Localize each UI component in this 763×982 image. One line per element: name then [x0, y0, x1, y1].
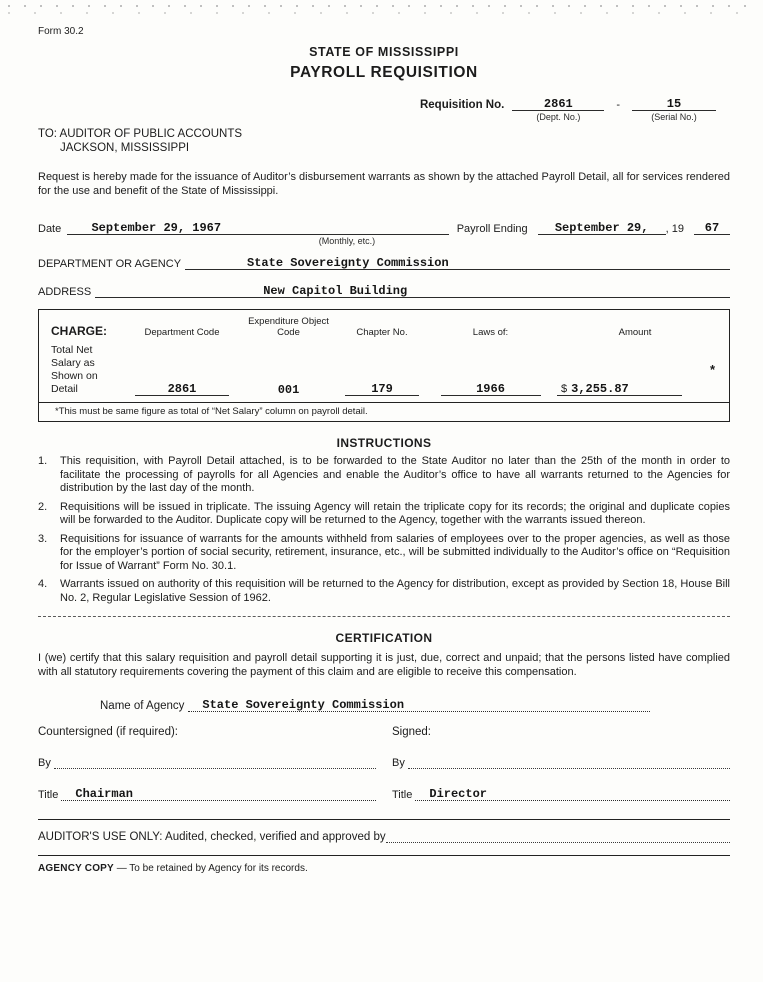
- instruction-item: [38, 455, 730, 496]
- date-blank-line: [245, 221, 448, 246]
- signed-by-blank: [408, 755, 730, 769]
- charge-values-row: [51, 340, 717, 396]
- date-field: [67, 220, 245, 235]
- countersigned-by-line: [38, 755, 376, 769]
- instruction-number: 4.: [38, 578, 48, 590]
- addressee-line1: TO: AUDITOR OF PUBLIC ACCOUNTS: [38, 128, 243, 140]
- laws-of-value: 1966: [476, 382, 505, 396]
- signed-column: [392, 726, 730, 801]
- chapter-no-value: 179: [371, 382, 393, 396]
- year-prefix: , 19: [665, 223, 684, 235]
- serial-no-caption: (Serial No.): [651, 112, 697, 122]
- signed-by-line: [392, 755, 730, 769]
- instruction-text: Warrants issued on authority of this requisition will be returned to the Agency for distribution, except as provided by Section 18, House Bill No. 2, Regular Legislative Session of 1962.: [60, 578, 730, 604]
- instruction-item: [38, 501, 730, 528]
- department-code-value: 2861: [167, 382, 197, 396]
- auditor-approved-by-blank: [386, 829, 730, 843]
- request-paragraph: Request is hereby made for the issuance of Auditor’s disbursement warrants as shown by the attached Payroll Detail, all for services rendered for the use and benefit of the State of Mississippi.: [38, 171, 730, 197]
- form-title: PAYROLL REQUISITION: [290, 64, 478, 81]
- department-code-field: [135, 381, 229, 396]
- name-of-agency-field: [188, 697, 650, 712]
- col-header-expenditure-object-code: Expenditure Object Code: [248, 316, 329, 338]
- agency-copy-line: [38, 863, 730, 874]
- requisition-dash: -: [616, 99, 620, 111]
- by-label: By: [38, 757, 51, 769]
- chapter-no-field: [345, 381, 419, 396]
- date-line: [38, 220, 730, 246]
- department-value: State Sovereignty Commission: [247, 256, 449, 270]
- signed-title-line: [392, 786, 730, 801]
- expenditure-object-code-value: 001: [277, 383, 300, 397]
- instruction-number: 1.: [38, 455, 48, 467]
- signature-section: [38, 726, 730, 801]
- col-header-laws-of: Laws of:: [472, 326, 509, 338]
- certification-paragraph: I (we) certify that this salary requisition and payroll detail supporting it is just, due, correct and unpaid; that the persons listed have complied with all statutory requirements covering the payment of this claim and are eligible to receive this compensation.: [38, 652, 730, 678]
- instruction-number: 2.: [38, 500, 48, 513]
- amount-field: [557, 381, 682, 396]
- countersigned-column: [38, 726, 376, 801]
- countersigned-title-field: [61, 786, 376, 801]
- auditor-use-only-line: [38, 829, 730, 843]
- scan-speckle-row: [8, 12, 755, 14]
- payroll-ending-field: [538, 220, 666, 235]
- name-of-agency-label: Name of Agency: [100, 700, 185, 712]
- laws-of-field: [441, 381, 541, 396]
- date-label: Date: [38, 223, 62, 235]
- department-line: [38, 255, 730, 270]
- addressee-line2: JACKSON, MISSISSIPPI: [60, 142, 190, 154]
- col-header-amount: Amount: [618, 326, 652, 338]
- year-field: [694, 220, 730, 235]
- instruction-text: This requisition, with Payroll Detail attached, is to be forwarded to the State Auditor no later than the 25th of the month in order to facilitate the processing of payrolls for all Agencies and enable the Auditor’s office to have all warrants returned to the Agencies for distribution by the last day of the month.: [60, 455, 730, 494]
- instruction-item: [38, 578, 730, 605]
- requisition-number-line: [38, 96, 730, 122]
- name-of-agency-line: [100, 697, 650, 712]
- dept-no-field: [512, 96, 604, 122]
- department-code-cell: [123, 381, 241, 396]
- department-label: DEPARTMENT OR AGENCY: [38, 258, 182, 270]
- name-of-agency-value: State Sovereignty Commission: [202, 698, 405, 712]
- laws-of-cell: [428, 381, 553, 396]
- instructions-heading: INSTRUCTIONS: [336, 436, 432, 450]
- countersigned-label: Countersigned (if required):: [38, 726, 178, 738]
- countersigned-by-blank: [54, 755, 376, 769]
- instruction-text: Requisitions will be issued in triplicate. The issuing Agency will retain the triplicate copy for its records; the original and duplicate copies will be forwarded to the Auditor. Duplicate copy will be returned to the Agency, together with the warrants issued thereon.: [60, 500, 730, 526]
- scan-speckle-row: [8, 5, 755, 7]
- agency-copy-note: — To be retained by Agency for its records.: [113, 863, 308, 874]
- countersigned-title-line: [38, 786, 376, 801]
- state-heading: STATE OF MISSISSIPPI: [309, 45, 459, 59]
- instruction-item: [38, 533, 730, 574]
- by-label: By: [392, 757, 405, 769]
- payroll-ending-value: September 29,: [554, 221, 649, 235]
- charge-header-row: [51, 317, 717, 338]
- serial-no-field: [632, 96, 716, 122]
- countersigned-title-value: Chairman: [75, 787, 133, 801]
- date-value: September 29, 1967: [91, 221, 222, 235]
- charge-label: CHARGE:: [51, 324, 107, 338]
- signed-label: Signed:: [392, 726, 432, 738]
- instruction-text: Requisitions for issuance of warrants for the amounts withheld from salaries of employees over to the proper agencies, as well as those for the employer’s portion of social security, retirement, insurance, etc., will be submitted individually to the Auditor’s office on “Requisition for Issue of Warrant” Form No. 30.1.: [60, 532, 730, 572]
- requisition-no-label: Requisition No.: [419, 99, 505, 111]
- form-number: Form 30.2: [38, 26, 84, 37]
- signed-title-value: Director: [429, 787, 487, 801]
- year-value: 67: [704, 221, 720, 235]
- footer-divider: [38, 855, 730, 856]
- currency-symbol: $: [561, 383, 568, 395]
- address-label: ADDRESS: [38, 286, 92, 298]
- auditor-use-only-text: AUDITOR'S USE ONLY: Audited, checked, verified and approved by: [38, 831, 386, 843]
- col-header-chapter-no: Chapter No.: [356, 326, 408, 338]
- expenditure-object-code-field: [251, 382, 327, 396]
- auditor-section-divider: [38, 819, 730, 820]
- department-field: [185, 255, 730, 270]
- title-label: Title: [38, 789, 59, 801]
- certification-heading: CERTIFICATION: [335, 631, 433, 645]
- signed-title-field: [415, 786, 730, 801]
- charge-row-label: Total Net Salary as Shown on Detail: [51, 344, 98, 395]
- section-divider-dashed: [38, 616, 730, 617]
- instruction-number: 3.: [38, 532, 48, 545]
- serial-no-value: 15: [666, 97, 682, 111]
- charge-box: [38, 309, 730, 422]
- chapter-no-cell: [336, 381, 428, 396]
- address-line: [38, 283, 730, 298]
- amount-asterisk: *: [709, 362, 715, 377]
- addressee-block: [38, 127, 730, 155]
- payroll-ending-label: Payroll Ending: [456, 223, 528, 235]
- amount-cell: [553, 381, 717, 396]
- agency-copy-label: AGENCY COPY: [38, 863, 114, 874]
- address-value: New Capitol Building: [263, 284, 408, 298]
- col-header-department-code: Department Code: [144, 326, 220, 338]
- address-field: [95, 283, 730, 298]
- dept-no-value: 2861: [543, 97, 573, 111]
- monthly-caption: (Monthly, etc.): [318, 236, 376, 246]
- charge-footnote: *This must be same figure as total of “Net Salary” column on payroll detail.: [39, 402, 729, 421]
- amount-value: 3,255.87: [571, 382, 629, 396]
- title-label: Title: [392, 789, 413, 801]
- expenditure-object-code-cell: [241, 382, 336, 396]
- dept-no-caption: (Dept. No.): [536, 112, 581, 122]
- charge-main-area: [39, 310, 729, 402]
